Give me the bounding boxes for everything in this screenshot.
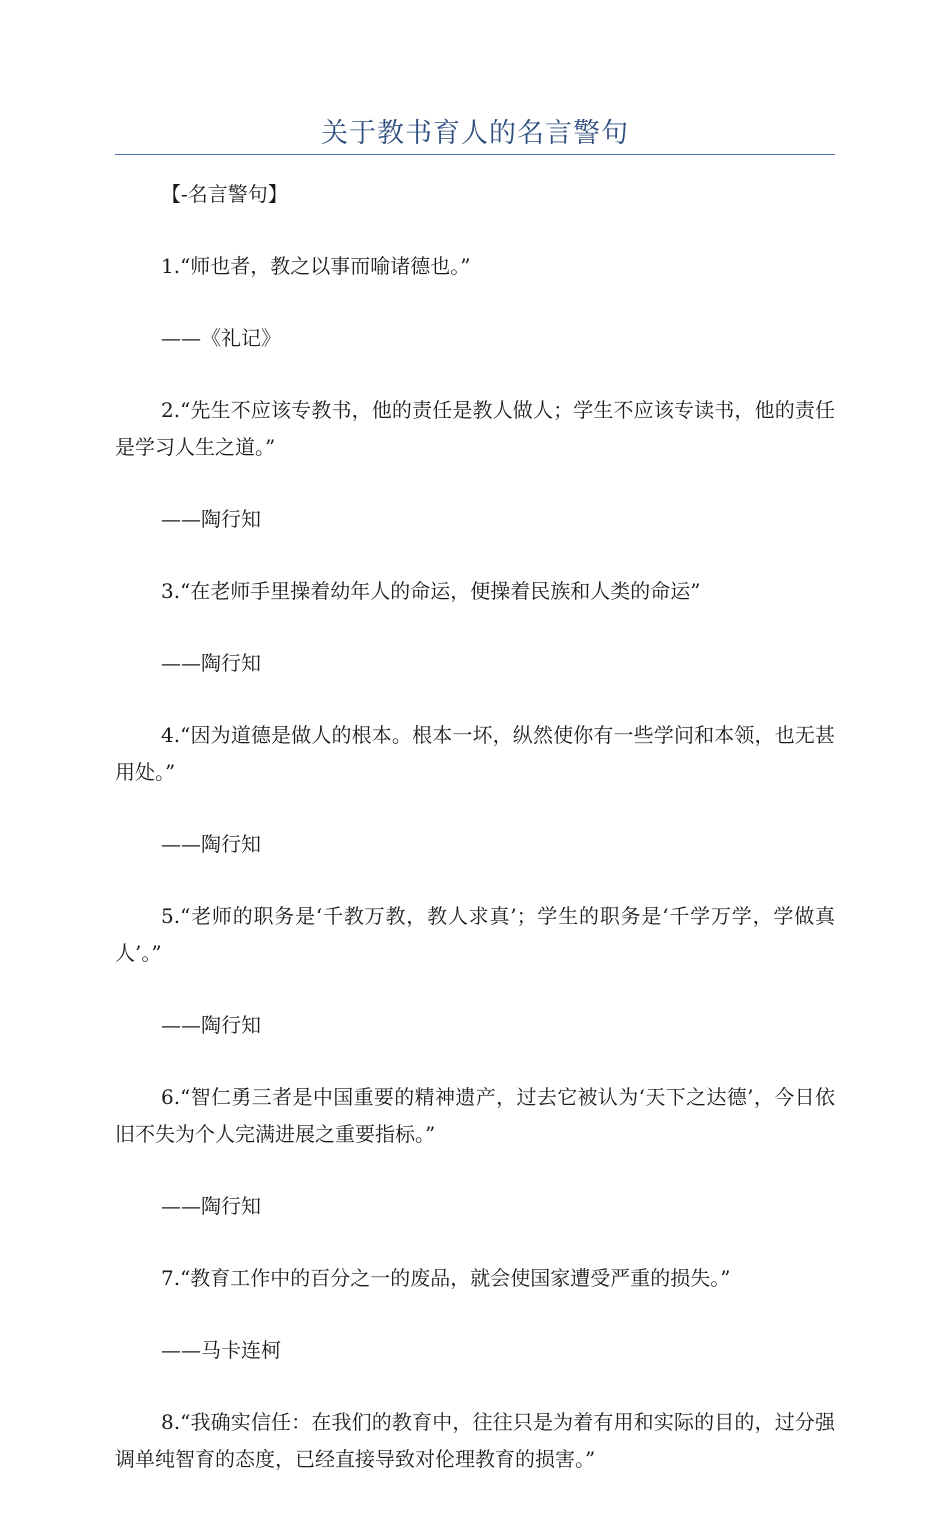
quote-7-source: ——马卡连柯	[161, 1338, 281, 1362]
quote-2: 2.“先生不应该专教书，他的责任是教人做人；学生不应该专读书，他的责任是学习人生之道。”	[115, 398, 835, 459]
document-body	[115, 176, 835, 1513]
quote-3: 3.“在老师手里操着幼年人的命运，便操着民族和人类的命运”	[161, 579, 701, 603]
quote-4-source: ——陶行知	[161, 832, 261, 856]
quote-2-source: ——陶行知	[161, 507, 261, 531]
document-title: 关于教书育人的名言警句	[321, 118, 629, 149]
quote-5: 5.“老师的职务是‘千教万教，教人求真’；学生的职务是‘千学万学，学做真人’。”	[115, 904, 835, 965]
quote-1: 1.“师也者，教之以事而喻诸德也。”	[161, 254, 471, 278]
quote-7: 7.“教育工作中的百分之一的废品，就会使国家遭受严重的损失。”	[161, 1266, 731, 1290]
quote-5-source: ——陶行知	[161, 1013, 261, 1037]
section-heading: 【-名言警句】	[161, 182, 288, 206]
title-underline	[115, 154, 835, 155]
quote-4: 4.“因为道德是做人的根本。根本一坏，纵然使你有一些学问和本领，也无甚用处。”	[115, 723, 835, 784]
quote-6-source: ——陶行知	[161, 1194, 261, 1218]
quote-3-source: ——陶行知	[161, 651, 261, 675]
quote-8: 8.“我确实信任：在我们的教育中，往往只是为着有用和实际的目的，过分强调单纯智育的态度，已经直接导致对伦理教育的损害。”	[115, 1410, 835, 1471]
quote-6: 6.“智仁勇三者是中国重要的精神遗产，过去它被认为‘天下之达德’，今日依旧不失为个人完满进展之重要指标。”	[115, 1085, 835, 1146]
quote-1-source: ——《礼记》	[161, 326, 281, 350]
